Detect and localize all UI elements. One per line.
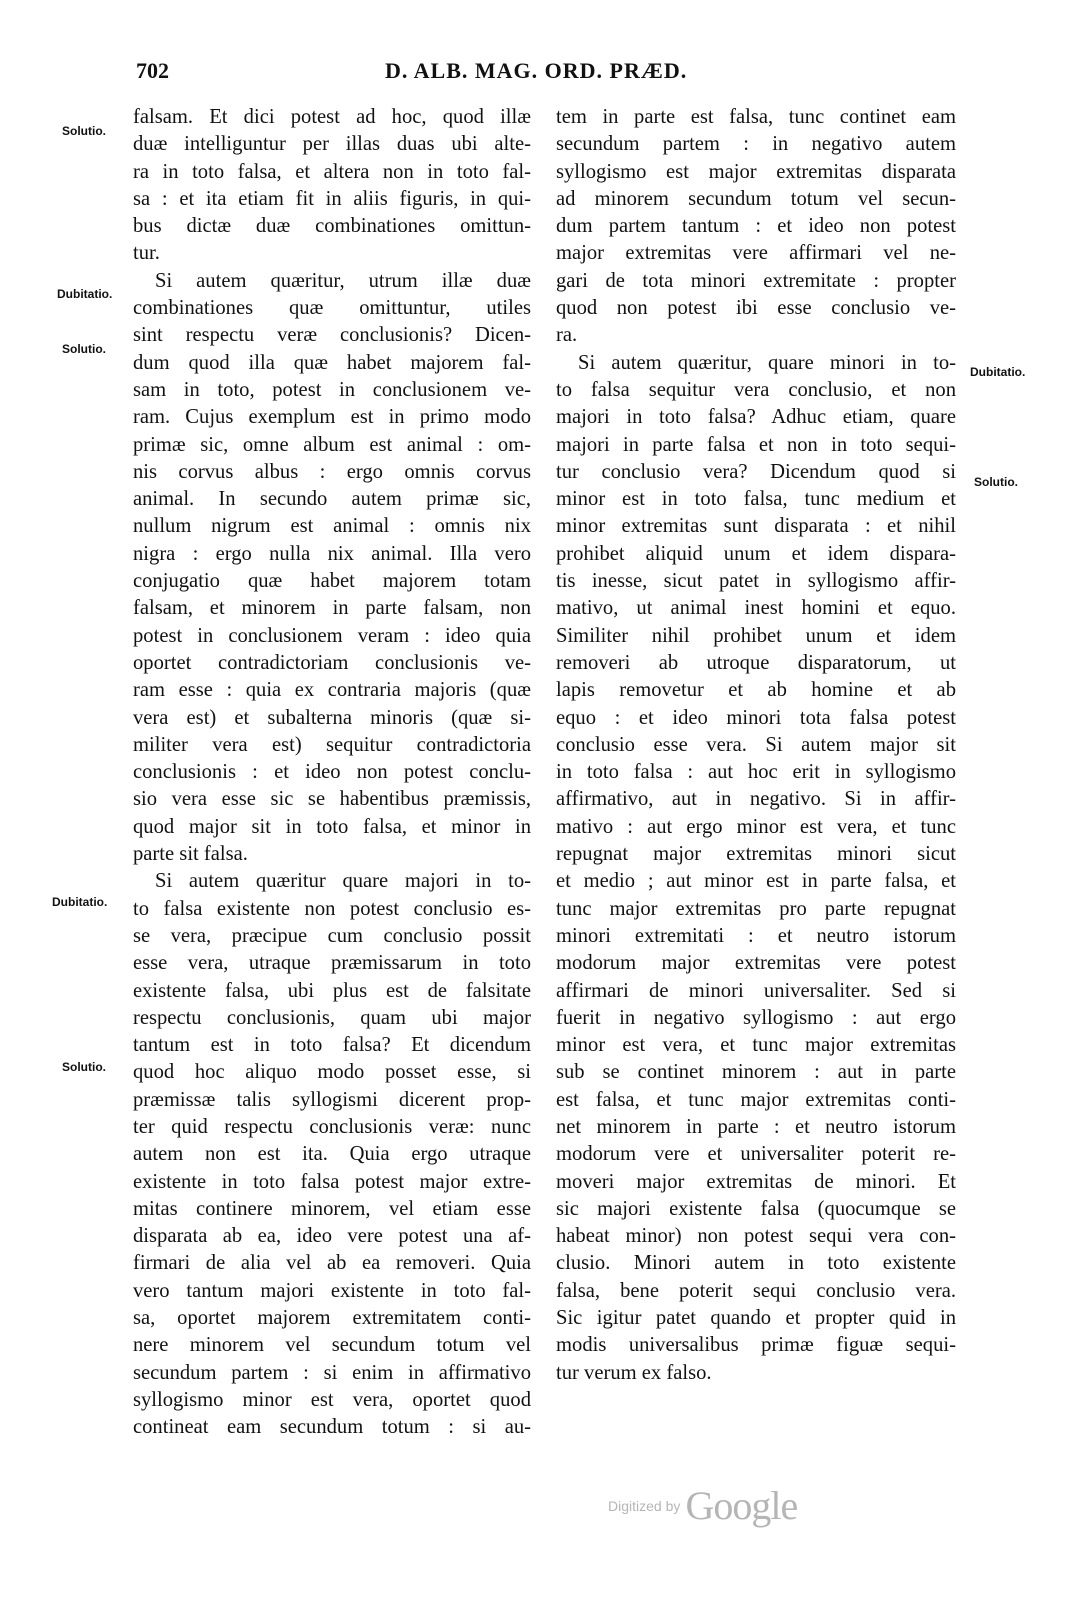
- margin-note-solutio: Solutio.: [62, 342, 106, 356]
- text-line: respectu conclusionis, quam ubi major: [133, 1006, 531, 1029]
- text-line: mativo : aut ergo minor est vera, et tunc: [556, 815, 956, 838]
- text-line: militer vera est) sequitur contradictoria: [133, 733, 531, 756]
- text-line: Similiter nihil prohibet unum et idem: [556, 624, 956, 647]
- text-line: primæ sic, omne album est animal : om-: [133, 433, 531, 456]
- text-line: to falsa existente non potest conclusio es-: [133, 897, 531, 920]
- text-line: sio vera esse sic se habentibus præmissis,: [133, 788, 531, 811]
- left-column: [133, 104, 531, 1442]
- text-line: Sic igitur patet quando et propter quid in: [556, 1307, 956, 1330]
- text-line: conclusio esse vera. Si autem major sit: [556, 733, 956, 756]
- text-line: ra.: [556, 324, 578, 347]
- text-line: vero tantum majori existente in toto fal-: [133, 1279, 531, 1302]
- text-line: tur conclusio vera? Dicendum quod si: [556, 460, 956, 483]
- text-line: tantum est in toto falsa? Et dicendum: [133, 1034, 531, 1057]
- text-line: sa : et ita etiam fit in aliis figuris, in qui-: [133, 187, 531, 210]
- text-line: existente falsa, ubi plus est de falsitate: [133, 979, 531, 1002]
- text-line: minor est in toto falsa, tunc medium et: [556, 488, 956, 511]
- text-line: net minorem in parte : et neutro istorum: [556, 1115, 956, 1138]
- margin-note-solutio: Solutio.: [62, 1060, 106, 1074]
- text-line: falsa, bene poterit sequi conclusio vera.: [556, 1279, 956, 1302]
- text-line: tur verum ex falso.: [556, 1361, 712, 1384]
- text-line: equo : et ideo minori tota falsa potest: [556, 706, 956, 729]
- text-line: habeat minor) non potest sequi vera con-: [556, 1225, 956, 1248]
- text-line: sa, oportet majorem extremitatem conti-: [133, 1307, 531, 1330]
- text-line: fuerit in negativo syllogismo : aut ergo: [556, 1006, 956, 1029]
- text-line: syllogismo minor est vera, oportet quod: [133, 1388, 531, 1411]
- text-line: combinationes quæ omittuntur, utiles: [133, 297, 531, 320]
- text-line: syllogismo est major extremitas disparata: [556, 160, 956, 183]
- text-line: minor extremitas sunt disparata : et nihil: [556, 515, 956, 538]
- text-line: minor est vera, et tunc major extremitas: [556, 1034, 956, 1057]
- digitized-by-text: Digitized by: [608, 1498, 681, 1514]
- text-line: conclusionis : et ideo non potest conclu-: [133, 761, 531, 784]
- text-line: nullum nigrum est animal : omnis nix: [133, 515, 531, 538]
- text-line: secundum partem : in negativo autem: [556, 133, 956, 156]
- google-logo: Google: [685, 1483, 798, 1528]
- text-line: nigra : ergo nulla nix animal. Illa vero: [133, 542, 531, 565]
- text-line: modorum vere et universaliter poterit re-: [556, 1143, 956, 1166]
- text-line: tur.: [133, 242, 160, 265]
- text-line: tem in parte est falsa, tunc continet eam: [556, 106, 956, 128]
- text-line: animal. In secundo autem primæ sic,: [133, 488, 531, 511]
- text-line: repugnat major extremitas minori sicut: [556, 843, 956, 866]
- text-line: præmissæ talis syllogismi dicerent prop-: [133, 1088, 531, 1111]
- text-line: affirmari de minori universaliter. Sed si: [556, 979, 956, 1002]
- text-line: mativo, ut animal inest homini et equo.: [556, 597, 956, 620]
- text-line: sint respectu veræ conclusionis? Dicen-: [133, 324, 531, 347]
- digitized-watermark: [608, 1482, 797, 1529]
- margin-note-solutio: Solutio.: [974, 475, 1018, 489]
- text-line: majori in toto falsa? Adhuc etiam, quare: [556, 406, 956, 429]
- text-line: vera est) et subalterna minoris (quæ si-: [133, 706, 531, 729]
- text-line: quod major sit in toto falsa, et minor in: [133, 815, 531, 838]
- text-line: potest in conclusionem veram : ideo quia: [133, 624, 531, 647]
- text-line: et medio ; aut minor est in parte falsa, et: [556, 870, 956, 893]
- text-line: tis inesse, sicut patet in syllogismo affir-: [556, 570, 956, 593]
- text-line: sic majori existente falsa (quocumque se: [556, 1197, 956, 1220]
- text-line: existente in toto falsa potest major extre-: [133, 1170, 531, 1193]
- text-line: disparata ab ea, ideo vere potest una af-: [133, 1225, 531, 1248]
- text-line: Si autem quæritur, quare minori in to-: [578, 351, 956, 374]
- text-line: contineat eam secundum totum : si au-: [133, 1416, 531, 1439]
- text-line: duæ intelliguntur per illas duas ubi alte-: [133, 133, 531, 156]
- text-line: mitas continere minorem, vel etiam esse: [133, 1197, 531, 1220]
- text-line: sub se continet minorem : aut in parte: [556, 1061, 956, 1084]
- page-number: 702: [136, 58, 169, 83]
- running-title: D. ALB. MAG. ORD. PRÆD.: [385, 58, 688, 83]
- text-line: ad minorem secundum totum vel secun-: [556, 187, 956, 210]
- text-line: ter quid respectu conclusionis veræ: nunc: [133, 1115, 531, 1138]
- text-line: tunc major extremitas pro parte repugnat: [556, 897, 956, 920]
- text-line: nis corvus albus : ergo omnis corvus: [133, 460, 531, 483]
- text-line: autem non est ita. Quia ergo utraque: [133, 1143, 531, 1166]
- margin-note-dubitatio: Dubitatio.: [52, 895, 108, 909]
- text-line: quod hoc aliquo modo posset esse, si: [133, 1061, 531, 1084]
- text-line: secundum partem : si enim in affirmativo: [133, 1361, 531, 1384]
- text-line: Si autem quæritur, utrum illæ duæ: [155, 269, 531, 292]
- text-line: modis universalibus primæ figuæ sequi-: [556, 1334, 956, 1357]
- text-line: nere minorem vel secundum totum vel: [133, 1334, 531, 1357]
- text-line: prohibet aliquid unum et idem dispara-: [556, 542, 956, 565]
- text-line: ram esse : quia ex contraria majoris (quæ: [133, 679, 531, 702]
- text-line: dum quod illa quæ habet majorem fal-: [133, 351, 531, 374]
- text-line: esse vera, utraque præmissarum in toto: [133, 952, 531, 975]
- text-line: modorum major extremitas vere potest: [556, 952, 956, 975]
- text-line: ra in toto falsa, et altera non in toto fal-: [133, 160, 531, 183]
- text-line: ram. Cujus exemplum est in primo modo: [133, 406, 531, 429]
- text-line: moveri major extremitas de minori. Et: [556, 1170, 956, 1193]
- text-line: lapis removetur et ab homine et ab: [556, 679, 956, 702]
- text-line: Si autem quæritur quare majori in to-: [155, 870, 531, 893]
- text-line: to falsa sequitur vera conclusio, et non: [556, 378, 956, 401]
- text-line: major extremitas vere affirmari vel ne-: [556, 242, 956, 265]
- margin-note-solutio: Solutio.: [62, 124, 106, 138]
- text-line: sam in toto, potest in conclusionem ve-: [133, 378, 531, 401]
- text-line: oportet contradictoriam conclusionis ve-: [133, 651, 531, 674]
- text-line: affirmativo, aut in negativo. Si in affir-: [556, 788, 956, 811]
- text-line: in toto falsa : aut hoc erit in syllogismo: [556, 761, 956, 784]
- text-line: se vera, præcipue cum conclusio possit: [133, 924, 531, 947]
- text-line: minori extremitati : et neutro istorum: [556, 924, 956, 947]
- text-line: gari de tota minori extremitate : propter: [556, 269, 956, 292]
- text-line: bus dictæ duæ combinationes omittun-: [133, 215, 531, 238]
- text-line: removeri ab utroque disparatorum, ut: [556, 651, 956, 674]
- text-line: falsam, et minorem in parte falsam, non: [133, 597, 531, 620]
- right-column: [556, 104, 956, 1387]
- text-line: conjugatio quæ habet majorem totam: [133, 570, 531, 593]
- text-line: parte sit falsa.: [133, 843, 248, 866]
- text-line: majori in parte falsa et non in toto sequi-: [556, 433, 956, 456]
- text-line: est falsa, et tunc major extremitas conti-: [556, 1088, 956, 1111]
- text-line: dum partem tantum : et ideo non potest: [556, 215, 956, 238]
- margin-note-dubitatio: Dubitatio.: [57, 287, 113, 301]
- text-line: falsam. Et dici potest ad hoc, quod illæ: [133, 106, 531, 128]
- text-line: quod non potest ibi esse conclusio ve-: [556, 297, 956, 320]
- margin-note-dubitatio: Dubitatio.: [970, 365, 1026, 379]
- text-line: clusio. Minori autem in toto existente: [556, 1252, 956, 1275]
- text-line: firmari de alia vel ab ea removeri. Quia: [133, 1252, 531, 1275]
